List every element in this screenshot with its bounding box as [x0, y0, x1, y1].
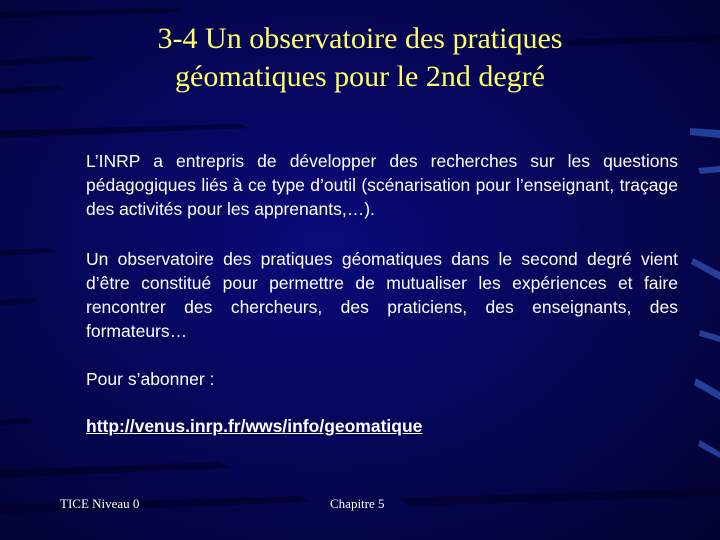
paragraph-subscribe: Pour s’abonner :: [86, 369, 215, 389]
slide-title: [60, 20, 660, 96]
footer-course-label: TICE Niveau 0: [60, 496, 140, 511]
slide-title-line1: 3-4 Un observatoire des pratiques: [157, 22, 563, 55]
paragraph-observatory: Un observatoire des pratiques géomatiques dans le second degré vient d’être constitué pour permettre de mutualiser les expériences et faire rencontrer des chercheurs, des praticiens, des enseignants, des formateurs…: [86, 249, 678, 341]
subscribe-link[interactable]: http://venus.inrp.fr/wws/info/geomatique: [86, 416, 423, 436]
footer-chapter-label: Chapitre 5: [330, 496, 385, 511]
paragraph-research: L’INRP a entrepris de développer des recherches sur les questions pédagogiques liés à ce type d’outil (scénarisation pour l’enseignant, traçage des activités pour les apprenants,…).: [86, 151, 678, 219]
slide-title-line2: géomatiques pour le 2nd degré: [175, 60, 545, 93]
